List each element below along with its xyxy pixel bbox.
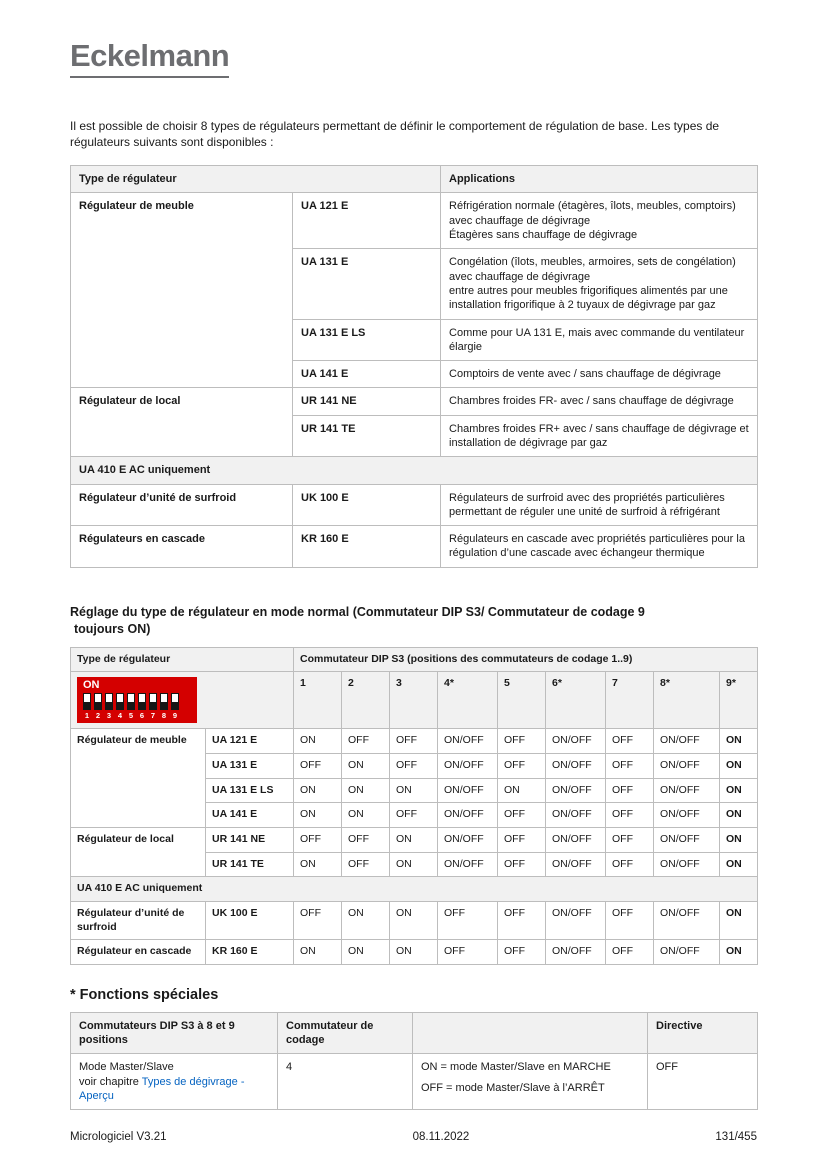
regulator-group-cell: Régulateur de meuble	[71, 729, 206, 828]
table-row	[71, 526, 758, 568]
dip-value-cell: OFF	[294, 827, 342, 852]
dip-switch	[83, 693, 91, 710]
dip-switch-number: 5	[128, 711, 134, 721]
dip-value-cell: OFF	[342, 729, 390, 754]
dip-value-cell: ON/OFF	[546, 803, 606, 828]
dip-switch-number: 2	[95, 711, 101, 721]
dip-image-cell	[71, 672, 294, 729]
model-cell: UR 141 TE	[293, 415, 441, 457]
dip-value-cell: ON	[342, 803, 390, 828]
application-line: Régulateurs de surfroid avec des propriétés particulières permettant de réguler une unité de surfroid à réfrigérant	[449, 491, 725, 518]
coding-switch-cell: 4	[278, 1054, 413, 1110]
dip-value-cell: ON	[342, 901, 390, 939]
dip-value-cell: OFF	[294, 901, 342, 939]
dip-value-cell: OFF	[606, 778, 654, 803]
application-cell	[441, 484, 758, 526]
dip-switch-toggle	[150, 694, 156, 702]
table-row	[71, 940, 758, 965]
dip-value-cell: ON/OFF	[546, 729, 606, 754]
table-row	[71, 901, 758, 939]
dip-value-cell: ON/OFF	[546, 827, 606, 852]
application-cell	[441, 193, 758, 249]
dip-switch	[138, 693, 146, 710]
column-header-empty	[413, 1012, 648, 1054]
dip-switch	[149, 693, 157, 710]
description-line2: OFF = mode Master/Slave à l’ARRÊT	[421, 1081, 605, 1094]
dip-value-cell: OFF	[498, 827, 546, 852]
table-row	[71, 729, 758, 754]
dip-value-cell: OFF	[606, 940, 654, 965]
model-cell: UA 141 E	[206, 803, 294, 828]
table-row	[71, 827, 758, 852]
dip-value-cell: ON/OFF	[438, 803, 498, 828]
table-header-row	[71, 166, 758, 193]
regulator-group-cell: Régulateurs en cascade	[71, 526, 293, 568]
regulator-types-table	[70, 165, 758, 568]
dip-value-cell: ON	[720, 803, 758, 828]
position-header-8: 8*	[654, 672, 720, 729]
dip-value-cell: OFF	[342, 827, 390, 852]
description-cell	[413, 1054, 648, 1110]
model-cell: UK 100 E	[293, 484, 441, 526]
special-functions-table	[70, 1012, 758, 1110]
see-chapter-text: voir chapitre	[79, 1075, 142, 1088]
regulator-group-cell: Régulateur d’unité de surfroid	[71, 484, 293, 526]
description-line1: ON = mode Master/Slave en MARCHE	[421, 1061, 611, 1074]
dip-switch-number: 1	[84, 711, 90, 721]
dip-switch	[127, 693, 135, 710]
dip-value-cell: ON	[294, 940, 342, 965]
table-header-row	[71, 647, 758, 672]
dip-value-cell: ON/OFF	[438, 729, 498, 754]
section-row-label: UA 410 E AC uniquement	[71, 877, 758, 902]
table-row	[71, 1054, 758, 1110]
position-header-6: 6*	[546, 672, 606, 729]
position-header-5: 5	[498, 672, 546, 729]
application-line: Régulateurs en cascade avec propriétés particulières pour la régulation d’une cascade avec échangeur thermique	[449, 533, 745, 560]
dip-value-cell: OFF	[606, 729, 654, 754]
intro-paragraph: Il est possible de choisir 8 types de régulateurs permettant de définir le comportement de régulation de base. Les types de régulateurs suivants sont disponibles :	[70, 118, 720, 150]
regulator-group-cell: Régulateur en cascade	[71, 940, 206, 965]
dip-value-cell: ON/OFF	[438, 754, 498, 779]
model-cell: UA 131 E	[293, 249, 441, 319]
dip-positions-header-row	[71, 672, 758, 729]
dip-switch-toggle	[117, 694, 123, 702]
dip-switch	[116, 693, 124, 710]
application-line: Comptoirs de vente avec / sans chauffage de dégivrage	[449, 368, 721, 381]
dip-value-cell: ON	[294, 729, 342, 754]
dip-value-cell: ON	[720, 827, 758, 852]
eckelmann-logo: Eckelmann	[70, 40, 229, 78]
application-line: Étagères sans chauffage de dégivrage	[449, 229, 638, 242]
dip-settings-table	[70, 647, 758, 965]
dip-section-heading	[70, 604, 757, 638]
dip-switch-number: 7	[150, 711, 156, 721]
dip-value-cell: ON/OFF	[654, 940, 720, 965]
table-row	[71, 388, 758, 415]
dip-switch-toggle	[84, 694, 90, 702]
model-cell: UA 121 E	[293, 193, 441, 249]
dip-value-cell: ON	[390, 778, 438, 803]
dip-value-cell: OFF	[606, 901, 654, 939]
dip-value-cell: OFF	[606, 827, 654, 852]
dip-switch-number: 8	[161, 711, 167, 721]
regulator-group-cell: Régulateur de local	[71, 827, 206, 876]
section-row-label: UA 410 E AC uniquement	[71, 457, 758, 484]
column-header-applications: Applications	[441, 166, 758, 193]
dip-switch-toggle	[172, 694, 178, 702]
dip-value-cell: ON	[294, 778, 342, 803]
application-cell	[441, 361, 758, 388]
dip-value-cell: OFF	[606, 803, 654, 828]
application-cell	[441, 388, 758, 415]
model-cell: UR 141 NE	[293, 388, 441, 415]
model-cell: UA 141 E	[293, 361, 441, 388]
dip-value-cell: ON/OFF	[654, 901, 720, 939]
application-line: Chambres froides FR- avec / sans chauffage de dégivrage	[449, 395, 734, 408]
dip-switch-toggle	[139, 694, 145, 702]
model-cell: UA 131 E LS	[293, 319, 441, 361]
page-footer	[70, 1131, 757, 1143]
dip-value-cell: ON	[390, 827, 438, 852]
position-header-7: 7	[606, 672, 654, 729]
dip-on-label: ON	[83, 679, 100, 692]
function-name-line2	[79, 1075, 269, 1104]
position-header-9: 9*	[720, 672, 758, 729]
dip-number-row	[83, 712, 191, 720]
dip-value-cell: ON	[720, 852, 758, 877]
table-row	[71, 484, 758, 526]
model-cell: UR 141 NE	[206, 827, 294, 852]
dip-value-cell: ON/OFF	[546, 754, 606, 779]
table-row	[71, 877, 758, 902]
dip-value-cell: ON	[720, 940, 758, 965]
dip-switch	[160, 693, 168, 710]
dip-switch	[105, 693, 113, 710]
dip-value-cell: OFF	[498, 852, 546, 877]
dip-value-cell: ON/OFF	[654, 729, 720, 754]
dip-value-cell: ON/OFF	[654, 827, 720, 852]
dip-switch-number: 6	[139, 711, 145, 721]
column-header-type: Type de régulateur	[71, 166, 441, 193]
dip-section-heading-line1: Réglage du type de régulateur en mode normal (Commutateur DIP S3/ Commutateur de codage 9	[70, 604, 645, 619]
dip-switch-image	[77, 677, 197, 723]
position-header-4: 4*	[438, 672, 498, 729]
dip-switch	[94, 693, 102, 710]
dip-value-cell: OFF	[294, 754, 342, 779]
table-header-row	[71, 1012, 758, 1054]
dip-section-heading-line2: toujours ON)	[74, 621, 151, 636]
dip-value-cell: ON	[294, 852, 342, 877]
dip-value-cell: ON/OFF	[546, 852, 606, 877]
dip-switch-number: 3	[106, 711, 112, 721]
model-cell: UR 141 TE	[206, 852, 294, 877]
application-line: Chambres froides FR+ avec / sans chauffage de dégivrage et installation de dégivrage par gaz	[449, 422, 749, 449]
regulator-group-cell: Régulateur de meuble	[71, 193, 293, 388]
column-header-type: Type de régulateur	[71, 647, 294, 672]
model-cell: UA 121 E	[206, 729, 294, 754]
dip-value-cell: OFF	[390, 729, 438, 754]
dip-switch-toggle	[95, 694, 101, 702]
dip-switch-row	[83, 693, 191, 710]
dip-value-cell: ON/OFF	[654, 803, 720, 828]
application-cell	[441, 319, 758, 361]
position-header-2: 2	[342, 672, 390, 729]
model-cell: KR 160 E	[293, 526, 441, 568]
directive-cell: OFF	[648, 1054, 758, 1110]
dip-value-cell: ON	[342, 778, 390, 803]
table-row	[71, 193, 758, 249]
dip-value-cell: OFF	[606, 754, 654, 779]
dip-value-cell: ON	[720, 901, 758, 939]
dip-value-cell: ON/OFF	[438, 827, 498, 852]
regulator-group-cell: Régulateur d’unité de surfroid	[71, 901, 206, 939]
dip-value-cell: OFF	[498, 754, 546, 779]
function-name-line1: Mode Master/Slave	[79, 1061, 174, 1074]
dip-switch-number: 9	[172, 711, 178, 721]
dip-value-cell: ON/OFF	[546, 901, 606, 939]
position-header-3: 3	[390, 672, 438, 729]
dip-value-cell: ON	[294, 803, 342, 828]
dip-value-cell: OFF	[498, 901, 546, 939]
dip-value-cell: ON	[342, 754, 390, 779]
dip-value-cell: ON/OFF	[546, 940, 606, 965]
application-line: Réfrigération normale (étagères, îlots, meubles, comptoirs) avec chauffage de dégivrage	[449, 200, 736, 227]
application-line: Congélation (îlots, meubles, armoires, sets de congélation) avec chauffage de dégivrage	[449, 256, 736, 283]
dip-value-cell: OFF	[606, 852, 654, 877]
dip-value-cell: ON/OFF	[654, 852, 720, 877]
dip-value-cell: ON	[720, 729, 758, 754]
model-cell: UA 131 E	[206, 754, 294, 779]
application-line: Comme pour UA 131 E, mais avec commande du ventilateur élargie	[449, 326, 745, 353]
application-cell	[441, 249, 758, 319]
application-cell	[441, 415, 758, 457]
column-header-directive: Directive	[648, 1012, 758, 1054]
column-header-coding-switch: Commutateur de codage	[278, 1012, 413, 1054]
dip-value-cell: ON/OFF	[546, 778, 606, 803]
dip-value-cell: ON	[390, 852, 438, 877]
regulator-group-cell: Régulateur de local	[71, 388, 293, 457]
dip-value-cell: ON/OFF	[654, 754, 720, 779]
model-cell: UA 131 E LS	[206, 778, 294, 803]
dip-value-cell: ON	[720, 754, 758, 779]
dip-switch-toggle	[161, 694, 167, 702]
column-header-dip-positions: Commutateurs DIP S3 à 8 et 9 positions	[71, 1012, 278, 1054]
position-header-1: 1	[294, 672, 342, 729]
dip-value-cell: OFF	[438, 901, 498, 939]
dip-value-cell: ON	[390, 940, 438, 965]
table-row	[71, 457, 758, 484]
footer-page-number: 131/455	[715, 1131, 757, 1143]
dip-value-cell: OFF	[438, 940, 498, 965]
dip-switch-number: 4	[117, 711, 123, 721]
dip-value-cell: ON	[390, 901, 438, 939]
footer-date: 08.11.2022	[412, 1131, 470, 1143]
dip-value-cell: OFF	[390, 754, 438, 779]
dip-value-cell: ON	[342, 940, 390, 965]
dip-value-cell: ON/OFF	[438, 852, 498, 877]
dip-value-cell: ON	[498, 778, 546, 803]
dip-value-cell: OFF	[498, 729, 546, 754]
dip-value-cell: ON/OFF	[438, 778, 498, 803]
application-cell	[441, 526, 758, 568]
dip-value-cell: OFF	[498, 940, 546, 965]
dip-value-cell: ON	[720, 778, 758, 803]
dip-value-cell: OFF	[342, 852, 390, 877]
dip-value-cell: ON/OFF	[654, 778, 720, 803]
dip-switch-toggle	[128, 694, 134, 702]
special-functions-heading: * Fonctions spéciales	[70, 986, 219, 1003]
column-header-dip-s3: Commutateur DIP S3 (positions des commutateurs de codage 1..9)	[294, 647, 758, 672]
model-cell: KR 160 E	[206, 940, 294, 965]
application-line: entre autres pour meubles frigorifiques alimentés par une installation frigorifique à 2 tuyaux de dégivrage par gaz	[449, 284, 728, 312]
dip-value-cell: OFF	[498, 803, 546, 828]
dip-value-cell: OFF	[390, 803, 438, 828]
footer-version: Micrologiciel V3.21	[70, 1131, 167, 1143]
dip-switch	[171, 693, 179, 710]
dip-switch-toggle	[106, 694, 112, 702]
function-name-cell	[71, 1054, 278, 1110]
model-cell: UK 100 E	[206, 901, 294, 939]
chapter-link[interactable]: Types de dégivrage - Aperçu	[79, 1075, 245, 1103]
